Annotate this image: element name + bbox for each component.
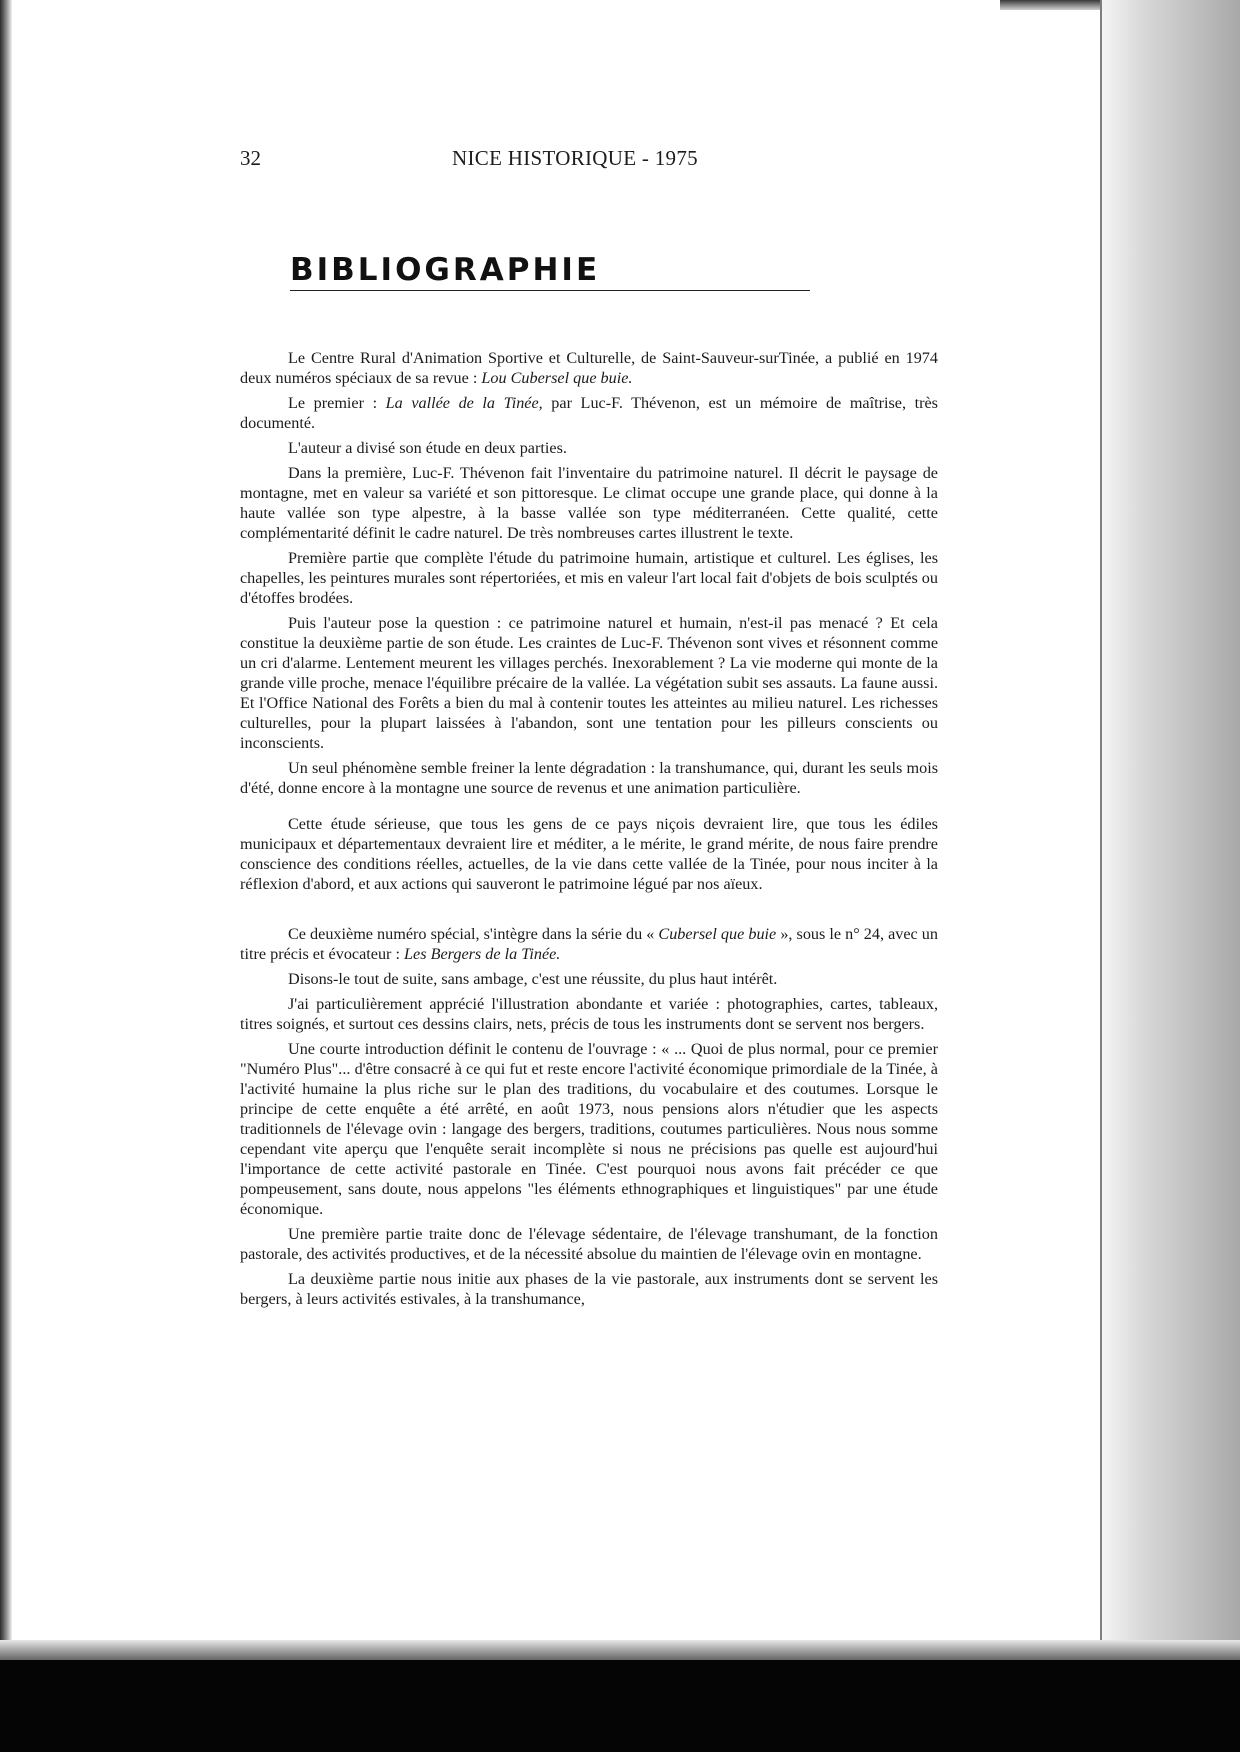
paragraph (240, 393, 938, 433)
article-body (240, 348, 938, 1314)
scan-right-shadow (1102, 0, 1240, 1752)
text-run: par Luc-F. Thévenon, est un mémoire de maîtrise, très documenté. (240, 394, 938, 432)
page-header (240, 146, 940, 176)
paragraph (240, 758, 938, 798)
text-run: Une courte introduction définit le contenu de l'ouvrage : « ... Quoi de plus normal, pour ce premier "Numéro Plus"... d'être consacré à ce qui fut et reste encore l'activité économique primordiale de la Tinée, à l'activité humaine la plus riche sur le plan des traditions, du vocabulaire et des coutumes. Lorsque le principe de cette enquête a été arrêté, en août 1973, nous pensions alors n'étudier que les aspects traditionnels de l'élevage ovin : langage des bergers, traditions, coutumes particulières. Nous nous somme cependant vite aperçu que l'enquête serait incomplète si nous ne précisions pas quelle est aujourd'hui l'importance de cette activité pastorale en Tinée. C'est pourquoi nous avons fait précéder ce que pompeusement, sans doute, nous appelons "les éléments ethnographiques et linguistiques" par une étude économique. (240, 1040, 938, 1218)
text-run: La deuxième partie nous initie aux phases de la vie pastorale, aux instruments dont se servent les bergers, à leurs activités estivales, à la transhumance, (240, 1270, 938, 1308)
scan-bottom-fold (0, 1640, 1240, 1662)
scan-bottom-border (0, 1660, 1240, 1752)
text-run: Une première partie traite donc de l'élevage sédentaire, de l'élevage transhumant, de la fonction pastorale, des activités productives, et de la nécessité absolue du maintien de l'élevage ovin en montagne. (240, 1225, 938, 1263)
text-run: Le Centre Rural d'Animation Sportive et Culturelle, de Saint-Sauveur-surTinée, a publié en 1974 deux numéros spéciaux de sa revue : (240, 349, 938, 387)
paragraph (240, 1224, 938, 1264)
paragraph (240, 924, 938, 964)
paragraph (240, 438, 938, 458)
text-run: J'ai particulièrement apprécié l'illustration abondante et variée : photographies, cartes, tableaux, titres soignés, et surtout ces dessins clairs, nets, précis de tous les instruments dont se servent nos bergers. (240, 995, 938, 1033)
text-run: Disons-le tout de suite, sans ambage, c'est une réussite, du plus haut intérêt. (288, 970, 778, 988)
running-title: NICE HISTORIQUE - 1975 (452, 146, 698, 170)
text-run: Le premier : (288, 394, 386, 412)
paragraph (240, 463, 938, 543)
section-title: BIBLIOGRAPHIE (290, 252, 810, 291)
paragraph (240, 1039, 938, 1219)
paragraph (240, 994, 938, 1034)
page-number: 32 (240, 146, 261, 170)
italic-title: Cubersel que buie (658, 925, 777, 943)
text-run: L'auteur a divisé son étude en deux parties. (288, 439, 567, 457)
italic-title: Lou Cubersel que buie. (481, 369, 633, 387)
text-run: Puis l'auteur pose la question : ce patrimoine naturel et humain, n'est-il pas menacé ? Et cela constitue la deuxième partie de son étude. Les craintes de Luc-F. Thévenon sont vives et résonnent comme un cri d'alarme. Lentement meurent les villages perchés. Inexorablement ? La vie moderne qui monte de la grande ville proche, menace l'équilibre précaire de la vallée. La végétation subit ses assauts. La faune aussi. Et l'Office National des Forêts a bien du mal à contenir toutes les atteintes au milieu naturel. Les richesses culturelles, pour la plupart laissées à l'abandon, sont une tentation pour les pilleurs conscients ou inconscients. (240, 614, 938, 752)
paragraph (240, 348, 938, 388)
text-run: Cette étude sérieuse, que tous les gens de ce pays niçois devraient lire, que tous les édiles municipaux et départementaux devraient lire et méditer, a le mérite, le grand mérite, de nous faire prendre conscience des conditions réelles, actuelles, de la vie dans cette vallée de la Tinée, pour nous inciter à la réflexion d'abord, et aux actions qui sauveront le patrimoine légué par nos aïeux. (240, 815, 938, 893)
paragraph (240, 969, 938, 989)
text-run: Un seul phénomène semble freiner la lente dégradation : la transhumance, qui, durant les seuls mois d'été, donne encore à la montagne une source de revenus et une animation particulière. (240, 759, 938, 797)
paragraph (240, 613, 938, 753)
text-run: Ce deuxième numéro spécial, s'intègre dans la série du « (288, 925, 659, 943)
text-run: », sous le n° 24, avec un titre précis et évocateur : (240, 925, 938, 963)
italic-title: La vallée de la Tinée, (385, 394, 543, 412)
paragraph (240, 814, 938, 894)
text-run: Dans la première, Luc-F. Thévenon fait l'inventaire du patrimoine naturel. Il décrit le paysage de montagne, met en valeur sa variété et son pittoresque. Le climat occupe une grande place, qui donne à la haute vallée son type alpestre, à la basse vallée son type méditerranéen. Cette qualité, cette complémentarité définit le cadre naturel. De très nombreuses cartes illustrent le texte. (240, 464, 938, 542)
text-run: Première partie que complète l'étude du patrimoine humain, artistique et culturel. Les églises, les chapelles, les peintures murales sont répertoriées, et mis en valeur l'art local fait d'objets de bois sculptés ou d'étoffes brodées. (240, 549, 938, 607)
paragraph (240, 1269, 938, 1309)
italic-title: Les Bergers de la Tinée. (404, 945, 561, 963)
paragraph (240, 548, 938, 608)
